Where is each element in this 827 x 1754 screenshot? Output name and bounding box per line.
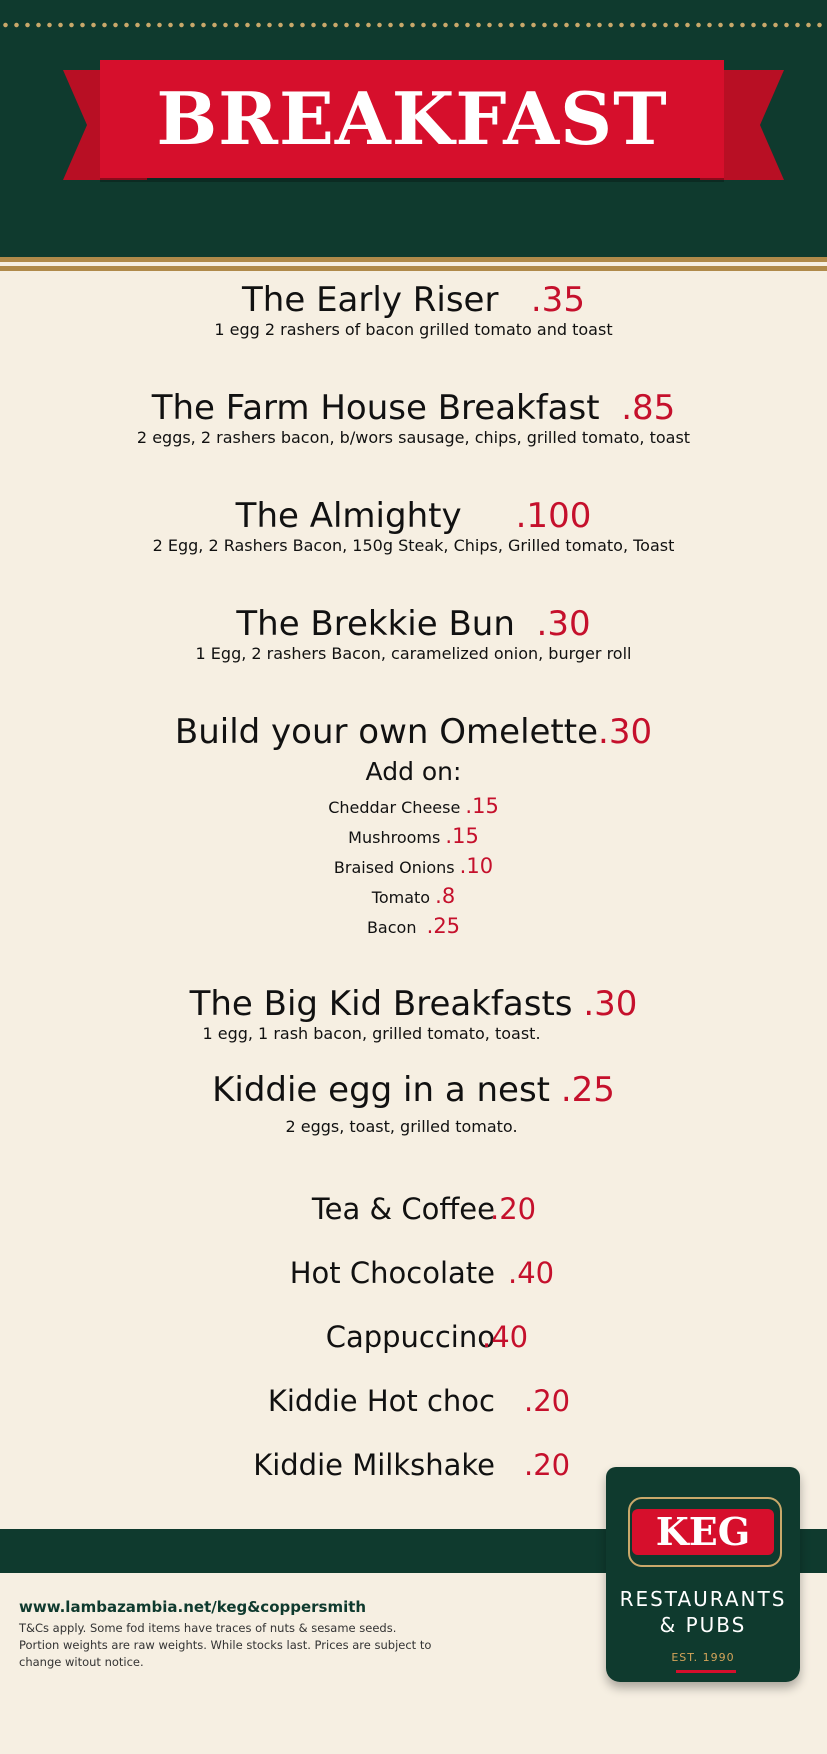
drink-price: .20 <box>524 1384 571 1418</box>
item-description: 1 egg 2 rashers of bacon grilled tomato and toast <box>214 320 613 339</box>
item-description: 2 Egg, 2 Rashers Bacon, 150g Steak, Chips, Grilled tomato, Toast <box>152 536 675 555</box>
addon-item <box>0 854 827 878</box>
keg-logo: KEG <box>632 1509 774 1555</box>
item-description: 2 eggs, toast, grilled tomato. <box>285 1117 518 1136</box>
item-name: Build your own Omelette <box>174 712 599 752</box>
menu-item-title <box>0 496 827 536</box>
addon-name: Bacon <box>366 918 417 937</box>
item-name: The Big Kid Breakfasts <box>189 984 573 1024</box>
drink-name: Kiddie Hot choc <box>267 1384 495 1418</box>
drink-name: Hot Chocolate <box>289 1256 495 1290</box>
addon-item <box>0 794 827 818</box>
keg-badge <box>606 1467 800 1682</box>
addon-name: Braised Onions <box>333 858 455 877</box>
addon-name: Tomato <box>371 888 431 907</box>
menu-item-title <box>0 604 827 644</box>
page-title: BREAKFAST <box>156 76 668 161</box>
addon-heading: Add on: <box>365 757 462 786</box>
drink-price: .40 <box>482 1320 529 1354</box>
addon-price: .15 <box>445 824 479 848</box>
item-price: .25 <box>560 1070 615 1110</box>
gold-divider <box>0 266 827 271</box>
badge-established: EST. 1990 <box>671 1651 735 1664</box>
drink-price: .20 <box>524 1448 571 1482</box>
addon-price: .25 <box>426 914 461 938</box>
menu-item-title <box>0 280 827 320</box>
menu-item-title <box>0 388 827 428</box>
gold-divider <box>0 257 827 262</box>
item-price: .35 <box>530 280 585 320</box>
item-name: Kiddie egg in a nest <box>212 1070 551 1110</box>
item-price: .30 <box>583 984 638 1024</box>
menu-item-title <box>0 712 827 752</box>
addon-item <box>0 914 827 938</box>
header-band <box>0 0 827 257</box>
drink-price: .20 <box>490 1192 537 1226</box>
item-name: The Brekkie Bun <box>236 604 515 644</box>
title-ribbon <box>100 60 724 178</box>
addon-item <box>0 824 827 848</box>
website-link[interactable]: www.lambazambia.net/keg&coppersmith <box>19 1598 367 1616</box>
item-name: The Almighty <box>235 496 462 536</box>
drink-price: .40 <box>508 1256 555 1290</box>
addon-price: .8 <box>435 884 456 908</box>
addon-name: Mushrooms <box>348 828 441 847</box>
dotted-border <box>0 22 827 28</box>
drink-name: Kiddie Milkshake <box>253 1448 495 1482</box>
addon-item <box>0 884 827 908</box>
addon-name: Cheddar Cheese <box>328 798 461 817</box>
item-price: .100 <box>515 496 592 536</box>
item-price: .30 <box>536 604 591 644</box>
badge-underline <box>676 1670 736 1673</box>
item-description: 1 Egg, 2 rashers Bacon, caramelized onion, burger roll <box>195 644 632 663</box>
addon-price: .15 <box>465 794 499 818</box>
drink-name: Tea & Coffee <box>311 1192 495 1226</box>
badge-line-1: RESTAURANTS <box>619 1587 787 1611</box>
item-description: 2 eggs, 2 rashers bacon, b/wors sausage, chips, grilled tomato, toast <box>136 428 691 447</box>
item-name: The Early Riser <box>242 280 499 320</box>
item-name: The Farm House Breakfast <box>151 388 600 428</box>
menu-item-title <box>0 1070 827 1110</box>
badge-line-2: & PUBS <box>659 1613 747 1637</box>
drink-name: Cappuccino <box>325 1320 495 1354</box>
item-price: .85 <box>621 388 676 428</box>
item-price: .30 <box>598 712 653 752</box>
addon-price: .10 <box>459 854 494 878</box>
item-description: 1 egg, 1 rash bacon, grilled tomato, toast. <box>202 1024 541 1043</box>
terms-notice: T&Cs apply. Some fod items have traces of nuts & sesame seeds. Portion weights are raw weights. While stocks last. Prices are subject to change witout notice. <box>19 1621 432 1669</box>
menu-item-title <box>0 984 827 1024</box>
